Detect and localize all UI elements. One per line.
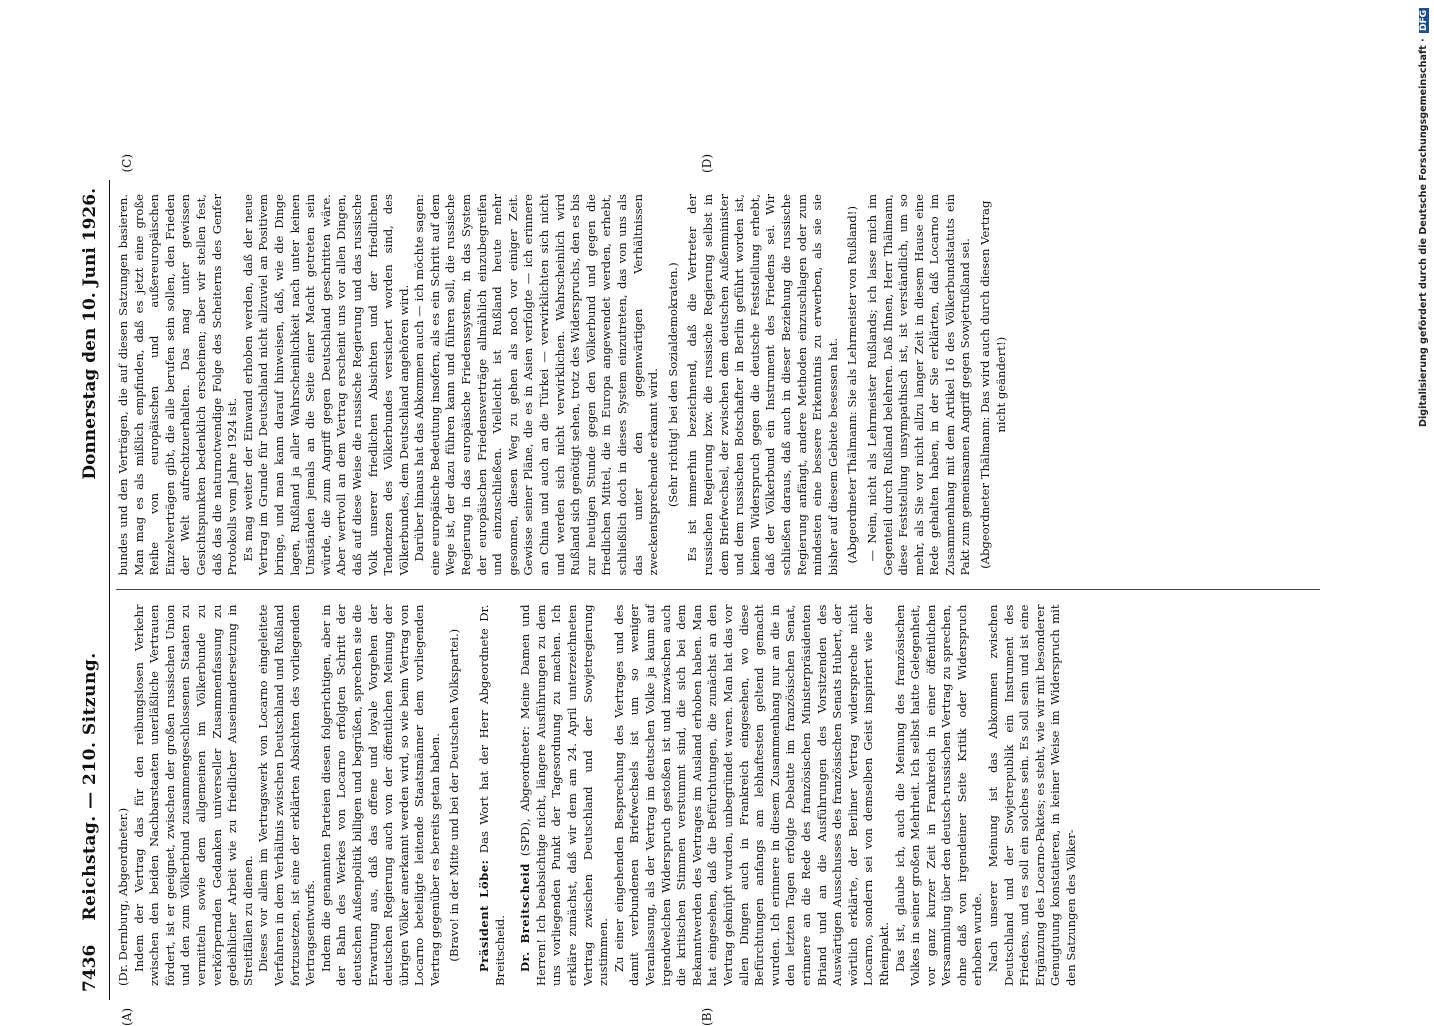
speaker-name: Dr. Breitscheid	[518, 863, 533, 972]
paragraph	[685, 194, 841, 576]
paragraph	[477, 605, 508, 987]
margin-marker-d: (D)	[700, 154, 714, 173]
speaker-name: Präsident Löbe:	[477, 859, 492, 972]
paragraph-text: (Abgeordneter Thälmann: Sie als Lehrmeister von Rußland!)	[845, 206, 860, 564]
text-column-right	[116, 180, 1320, 591]
interjection	[845, 194, 861, 576]
interjection	[666, 194, 682, 576]
paragraph-text: Indem die genannten Parteien diesen folgerichtigen, aber in der Bahn des Werkes von Locarno erfolgten Schritt der deutschen Außenpolitik billigen und begrüßen, sprechen sie die Erwartung aus, daß das offene und loyale Vorgehen der deutschen Regierung auch von der öffentlichen Meinung der übrigen Völker anerkannt werden wird, so wie beim Vertrag von Locarno beteiligte leitende Staatsmänner dem vorliegenden Vertrag gegenüber es bereits getan haben.	[318, 604, 442, 986]
margin-marker-a: (A)	[120, 1007, 134, 1026]
document-page	[80, 154, 1320, 1026]
paragraph-text: bundes und den Verträgen, die auf diesen Satzungen basieren. Man mag es als mißlich empfinden, daß es jetzt eine große Reihe von europäischen und außereuropäischen Einzelverträgen gibt, die alle berufen sein sollen, den Frieden der Welt aufrechtzuerhalten. Das mag unter gewissen Gesichtspunkten bedenklich erscheinen; aber wir stellen fest, daß das die naturnotwendige Folge des Scheiterns des Genfer Protokolls vom Jahre 1924 ist.	[116, 194, 240, 576]
page-header	[80, 180, 110, 1000]
paragraph	[256, 605, 318, 987]
session-date: Donnerstag den 10. Juni 1926.	[80, 188, 100, 480]
paragraph-text: (Dr. Dernburg, Abgeordneter.)	[116, 807, 130, 986]
paragraph-text: (Sehr richtig! bei den Sozialdemokraten.)	[665, 262, 680, 508]
interjection	[978, 194, 1009, 576]
text-column-left	[116, 591, 1320, 1001]
paragraph-text: (SPD), Abgeordneter: Meine Damen und Herren! Ich beabsichtige nicht, längere Ausführungen zu dem uns vorliegenden Punkt der Tagesordnung zu machen. Ich erkläre zunächst, daß wir dem am 24. April unterzeichneten Vertrag zwischen Deutschland und der Sowjetregierung zustimmen.	[518, 604, 611, 986]
paragraph-text: (Abgeordneter Thälmann: Das wird auch durch diesen Vertrag nicht geändert!)	[978, 200, 1008, 569]
paragraph-text: Es ist immerhin bezeichnend, daß die Vertreter der russischen Regierung bzw. die russische Regierung selbst in dem Briefwechsel, der zwischen dem deutschen Außenminister und dem russischen Botschafter in Berlin geführt worden ist, keinen Widerspruch gegen die deutsche Feststellung erhebt, daß der Völkerbund ein Instrument des Friedens sei. Wir schließen daraus, daß auch in dieser Beziehung die russische Regierung anfängt, andere Methoden einzuschlagen oder zum mindesten eine bessere Erkenntnis zu erwerben, als sie sie bisher auf diesem Gebiete besessen hat.	[685, 194, 840, 576]
paragraph-text: Indem der Vertrag das für den reibungslosen Verkehr zwischen den beiden Nachbarstaaten unerläßliche Vertrauen fördert, ist er geeignet, zwischen der großen russischen Union und den zum Völkerbund zusammengeschlossenen Staaten zu vermitteln sowie dem allgemeinen im Völkerbunde zu verkörpernden Gedanken universeller Zusammenfassung zu gedeihlicher Arbeit wie zu friedlicher Auseinandersetzung in Streitfällen zu dienen.	[131, 604, 255, 986]
paragraph-text: Zu einer eingehenden Besprechung des Vertrages und des damit verbundenen Briefwechsels ist um so weniger Veranlassung, als der Vertrag im deutschen Volke ja kaum auf irgendwelchen Widerspruch gestoßen ist und inzwischen auch die kritischen Stimmen verstummt sind, die sich bei dem Bekanntwerden des Vertrages im Ausland erhoben haben. Man hat eingesehen, daß die Befürchtungen, die zunächst an den Vertrag geknüpft wurden, unbegründet waren. Man hat das vor allen Dingen auch in Frankreich eingesehen, wo diese Befürchtungen anfangs am lebhaftesten geltend gemacht wurden. Ich erinnere in diesem Zusammenhang nur an die in den letzten Tagen erfolgte Debatte im französischen Senat, erinnere an die Rede des französischen Ministerpräsidenten Briand und an die Ausführungen des Vorsitzenden des Auswärtigen Ausschusses des französischen Senats Hubert, der wörtlich erklärte, der Berliner Vertrag widerspreche nicht Locarno, sondern sei von demselben Geist inspiriert wie der Rheinpakt.	[611, 604, 891, 986]
paragraph-gap	[508, 605, 518, 987]
margin-marker-c: (C)	[120, 154, 134, 173]
margin-marker-b: (B)	[700, 1007, 714, 1026]
paragraph-text: Das ist, glaube ich, auch die Meinung des französischen Volkes in seiner großen Mehrheit. Ich selbst hatte Gelegenheit, vor ganz kurzer Zeit in Frankreich in einer öffentlichen Versammlung über den deutsch-russischen Vertrag zu sprechen, ohne daß von irgendeiner Seite Kritik oder Widerspruch erhoben wurde.	[892, 604, 985, 986]
paragraph	[612, 605, 893, 987]
credit-text: Digitalisierung gefördert durch die Deutsche Forschungsgemeinschaft ·	[1418, 38, 1429, 428]
paragraph	[412, 194, 662, 576]
paragraph	[241, 194, 413, 576]
interjection	[447, 605, 463, 987]
paragraph	[865, 194, 974, 576]
paragraph-gap	[467, 605, 477, 987]
paragraph-text: Es mag weiter der Einwand erhoben werden, daß der neue Vertrag im Grunde für Deutschland nicht allzuviel an Positivem bringe, und man kann darauf hinweisen, daß, wie die Dinge lagen, Rußland ja aller Wahrscheinlichkeit nach unter keinen Umständen jemals an die Seite einer Macht getreten sein würde, die zum Angriff gegen Deutschland geschritten wäre. Aber wertvoll an dem Vertrag erscheint uns vor allen Dingen, daß auf diese Weise die russische Regierung und das russische Volk unserer friedlichen Absichten und der friedlichen Tendenzen des Völkerbundes versichert worden sind, des Völkerbundes, dem Deutschland angehören wird.	[240, 194, 411, 576]
paragraph	[893, 605, 987, 987]
paragraph	[132, 605, 257, 987]
paragraph	[518, 605, 612, 987]
paragraph	[116, 605, 132, 987]
page-number: 7436	[80, 944, 100, 992]
text-columns	[116, 180, 1320, 1000]
paragraph	[116, 194, 241, 576]
paragraph-text: Das Wort hat der Herr Abgeordnete Dr. Breitscheid.	[477, 604, 507, 986]
paragraph	[986, 605, 1080, 987]
dfg-badge: DFG	[1419, 10, 1429, 32]
paragraph	[319, 605, 444, 987]
paragraph-text: Dieses vor allem im Vertragswerk von Locarno eingeleitete Verfahren in dem Verhältnis zwischen Deutschland und Rußland fortzusetzen, ist eine der erklärten Absichten des vorliegenden Vertragsentwurfs.	[256, 604, 318, 986]
paragraph-text: (Bravo! in der Mitte und bei der Deutschen Volkspartei.)	[447, 628, 462, 962]
paragraph-text: Nach unserer Meinung ist das Abkommen zwischen Deutschland und der Sowjetrepublik ein Instrument des Friedens, und es soll ein solches sein. Es soll sein und ist eine Ergänzung des Locarno-Paktes; es steht, wie wir mit besonderer Genugtuung konstatieren, in keiner Weise im Widerspruch mit den Satzungen des Völker-	[986, 604, 1079, 986]
digitization-credit	[1418, 8, 1432, 992]
paragraph-text: Darüber hinaus hat das Abkommen auch — ich möchte sagen: eine europäische Bedeutung insofern, als es ein Schritt auf dem Wege ist, der dazu führen kann und führen soll, die russische Regierung in das europäische Friedenssystem, in das System der europäischen Friedensverträge allmählich einzubegreifen und einzuschließen. Vielleicht ist Rußland heute mehr gesonnen, diesen Weg zu gehen als noch vor einiger Zeit. Gewisse seiner Pläne, die es in Asien verfolgte — ich erinnere an China und auch an die Türkei — verwirklichten sich nicht und werden sich nicht verwirklichen. Wahrscheinlich wird Rußland sich genötigt sehen, trotz des Widerspruchs, den es bis zur heutigen Stunde gegen den Völkerbund und gegen die friedlichen Mittel, die in Europa angewendet werden, erhebt, schließlich doch in dieses System einzutreten, das von uns als das unter den gegenwärtigen Verhältnissen zweckentsprechende erkannt wird.	[412, 194, 661, 576]
paragraph-text: — Nein, nicht als Lehrmeister Rußlands; ich lasse mich im Gegenteil durch Rußland belehren. Daß Ihnen, Herr Thälmann, diese Feststellung unsympathisch ist, ist verständlich, um so mehr, als Sie vor nicht allzu langer Zeit in diesem Hause eine Rede gehalten haben, in der Sie erklärten, daß Locarno im Zusammenhang mit dem Artikel 16 des Völkerbundstatuts ein Pakt zum gemeinsamen Angriff gegen Sowjetrußland sei.	[864, 194, 973, 576]
session-title: Reichstag. — 210. Sitzung.	[80, 652, 100, 921]
